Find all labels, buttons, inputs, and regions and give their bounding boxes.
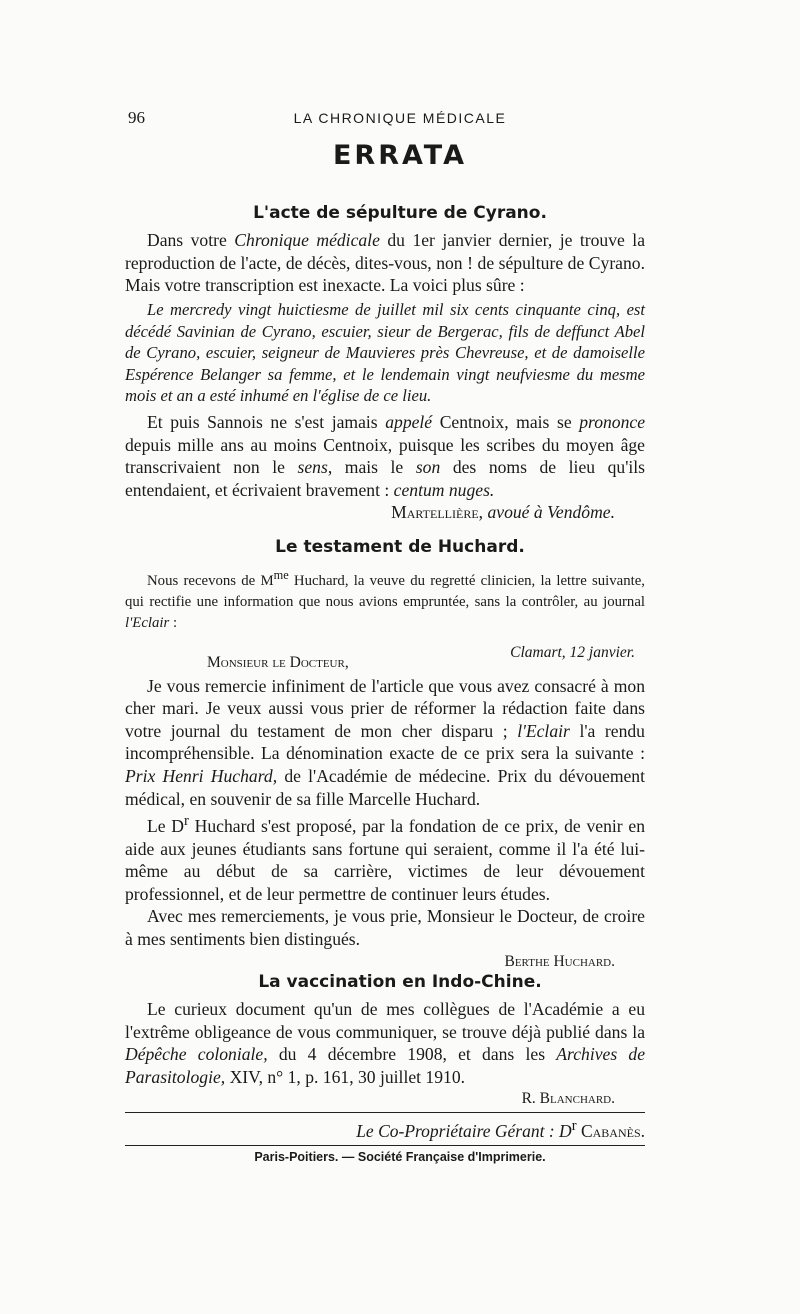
- errata-heading: ERRATA: [332, 140, 468, 171]
- superscript: r: [184, 813, 189, 830]
- text: Huchard s'est proposé, par la fondation de ce prix, de venir en aide aux jeunes étudiants sans fortune qui seraient, comme il l'a été lui-même au début de sa carrière, victimes de leur dévouement professionnel, et de leur permettre de continuer leurs études.: [125, 816, 645, 904]
- text: Centnoix, mais se: [432, 412, 580, 432]
- section-title-cyrano: L'acte de sépulture de Cyrano.: [253, 203, 547, 223]
- section-title-vaccination: La vaccination en Indo-Chine.: [258, 972, 542, 992]
- text: Je vous remercie infiniment de l'article que vous avez consacré à mon cher mari. Je veux aussi vous prier de réformer la rédaction faite dans votre journal du testament de mon cher disparu ;: [125, 675, 645, 741]
- superscript: me: [273, 568, 289, 582]
- signature-blanchard: R. Blanchard.: [521, 1090, 615, 1108]
- paragraph: [125, 998, 645, 1088]
- text: 1er: [412, 230, 435, 250]
- text-italic: appelé: [385, 412, 433, 432]
- text: de l'Académie de médecine. Prix du dévouement médical, en souvenir de sa fille Marcelle Huchard.: [125, 765, 645, 809]
- text: Le D: [147, 816, 185, 837]
- text-italic: Prix Henri Huchard,: [125, 765, 278, 786]
- text: XIV, n° 1, p. 161, 30 juillet 1910.: [225, 1066, 466, 1087]
- footer-rule: [125, 1112, 645, 1113]
- text-italic: centum nuges.: [393, 479, 495, 500]
- text: des noms de lieu qu'ils entendaient, et écrivaient bravement :: [125, 457, 645, 500]
- footer-rule-2: [125, 1145, 645, 1146]
- paragraph: [125, 411, 645, 501]
- text-italic: sens: [297, 457, 328, 478]
- gerant-label: Le Co-Propriétaire Gérant : D: [356, 1120, 572, 1141]
- section-vaccination-body: [125, 998, 645, 1111]
- page-number: 96: [128, 108, 145, 127]
- signature-huchard: Berthe Huchard.: [504, 952, 615, 970]
- text-italic: Archives de Parasitologie,: [125, 1044, 646, 1087]
- text-italic: prononce: [579, 412, 645, 432]
- signature-role: avoué à Vendôme.: [487, 502, 615, 523]
- text-italic: Dépêche coloniale,: [125, 1044, 268, 1065]
- text: Et puis Sannois ne s'est jamais: [147, 412, 386, 432]
- section-cyrano-intro: [125, 229, 645, 297]
- section-title-huchard: Le testament de Huchard.: [275, 537, 525, 557]
- text-italic: son: [415, 457, 441, 478]
- text-italic: Chronique médicale: [234, 230, 380, 250]
- section-cyrano-body: [125, 411, 645, 524]
- text: janvier dernier, je trouve la reproduction de l'acte, de décès, dites-vous, non ! de sépulture de Cyrano. Mais votre transcription est inexacte. La voici plus sûre :: [125, 230, 646, 296]
- quote-text: Le mercredy vingt huictiesme de juillet mil six cents cinquante cinq, est décédé Savinian de Cyrano, escuier, sieur de Bergerac, fils de deffunct Abel de Cyrano, escuier, seigneur de Mauvieres près Chevreuse, et de damoiselle Espérence Belanger sa femme, et le lendemain vingt neufviesme du mesme mois et an a esté inhumé en l'église de ce lieu.: [125, 300, 645, 405]
- paragraph: [125, 675, 645, 811]
- paragraph: Avec mes remerciements, je vous prie, Monsieur le Docteur, de croire à mes sentiments bien distingués.: [125, 906, 645, 949]
- superscript: r: [571, 1118, 577, 1134]
- gerant-name: Cabanès.: [580, 1120, 645, 1141]
- paragraph: [125, 229, 645, 297]
- text: :: [169, 614, 178, 631]
- paragraph: [125, 565, 645, 634]
- burial-record-quote: [125, 299, 645, 407]
- text-italic: l'Eclair: [125, 614, 170, 631]
- section-huchard-intro: [125, 565, 645, 663]
- signature-name: Martellière,: [391, 502, 484, 523]
- running-title: LA CHRONIQUE MÉDICALE: [293, 110, 507, 126]
- text: du 4 décembre 1908, et dans les: [267, 1044, 557, 1065]
- signature-martelliere: [125, 501, 615, 524]
- text-italic: l'Eclair: [517, 720, 570, 741]
- text: Dans votre: [147, 230, 235, 250]
- text: Le curieux document qu'un de mes collègues de l'Académie a eu l'extrême obligeance de vous communiquer, se trouve déjà publié dans la: [125, 999, 645, 1042]
- text: Nous recevons de M: [147, 572, 274, 589]
- letter-salutation: Monsieur le Docteur,: [207, 654, 349, 671]
- text: , mais le: [327, 457, 416, 478]
- printer-line: Paris-Poitiers. — Société Française d'Imprimerie.: [254, 1150, 546, 1164]
- letter-dateline: Clamart, 12 janvier.: [510, 643, 635, 661]
- text: l'a rendu incompréhensible. La dénomination exacte de ce prix sera la suivante :: [125, 720, 645, 764]
- gerant-line: [0, 1118, 800, 1142]
- text: du: [379, 230, 413, 250]
- paragraph: [125, 810, 645, 905]
- text: Huchard, la veuve du regretté clinicien, la lettre suivante, qui rectifie une information que nous avions empruntée, sans la contrôler, au journal: [125, 572, 645, 610]
- huchard-letter: [125, 652, 645, 973]
- text: depuis mille ans au moins Centnoix, puisque les scribes du moyen âge transcrivaient non le: [125, 434, 645, 478]
